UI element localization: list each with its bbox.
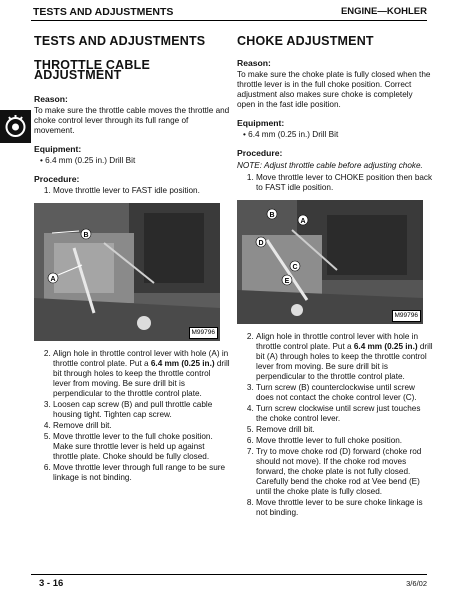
step-text: Move throttle lever through full range to be sure linkage is not binding. [53, 463, 226, 482]
procedure-note: NOTE: Adjust throttle cable before adjusting choke. [237, 161, 423, 170]
step-text: Remove drill bit. [53, 421, 112, 430]
equipment-label: Equipment: [34, 144, 82, 154]
procedure-step [53, 421, 230, 431]
reason-text: To make sure the throttle cable moves the throttle and choke control lever through its full range of movement. [34, 106, 230, 135]
step-text: Move throttle lever to be sure choke linkage is not binding. [256, 498, 423, 517]
step-text: drill bit through holes to keep the throttle control lever from moving. Be sure drill bit is perpendicular to the throttle control plate. [53, 359, 230, 398]
procedure-step: 1. Move throttle lever to FAST idle position. [53, 186, 230, 196]
procedure-step [256, 404, 433, 424]
equipment-item: • 6.4 mm (0.25 in.) Drill Bit [40, 156, 136, 165]
choke-adjustment-heading: CHOKE ADJUSTMENT [237, 34, 374, 48]
figure-code: M99796 [392, 310, 422, 322]
choke-photo [237, 200, 423, 324]
revision-date: 3/6/02 [406, 579, 427, 588]
page-header [31, 6, 427, 21]
step-measurement: 6.4 mm (0.25 in.) [150, 359, 215, 368]
procedure-step [53, 400, 230, 420]
left-column [34, 36, 230, 484]
step-measurement: 6.4 mm (0.25 in.) [353, 342, 418, 351]
page-number: 3 - 16 [39, 578, 64, 589]
reason-label: Reason: [34, 94, 68, 104]
procedure-step [256, 436, 433, 446]
throttle-photo [34, 203, 220, 341]
procedure-step [53, 349, 230, 399]
step-text: Align hole in throttle control lever with hole in throttle control plate. Put a [256, 332, 419, 351]
procedure-step1-list [34, 186, 230, 196]
reason-text: To make sure the choke plate is fully closed when the throttle lever is in the full choke position. Correct adjustment also makes sure choke is completely open in the fast idle position. [237, 70, 431, 109]
callout-e: E [284, 278, 290, 285]
procedure-label: Procedure: [237, 148, 283, 158]
procedure-step: 1. Move throttle lever to CHOKE position then back to FAST idle position. [256, 173, 433, 193]
step-text: Remove drill bit. [256, 425, 315, 434]
callout-c: C [292, 264, 298, 271]
procedure-step [53, 463, 230, 483]
procedure-step [256, 383, 433, 403]
right-column [237, 36, 433, 519]
step-text: Move throttle lever to the full choke position. Make sure throttle lever is held up against throttle plate. Choke should be fully closed. [53, 432, 213, 461]
callout-a: A [50, 276, 56, 283]
step-text: Align hole in throttle control lever with hole (A) in throttle control plate. Put a [53, 349, 229, 368]
equipment-item: • 6.4 mm (0.25 in.) Drill Bit [243, 130, 339, 139]
step-text: Move throttle lever to full choke position. [256, 436, 403, 445]
header-section-title: TESTS AND ADJUSTMENTS [33, 6, 174, 18]
procedure-step [256, 498, 433, 518]
callout-d: D [258, 240, 264, 247]
procedure-step [256, 425, 433, 435]
callout-b: B [83, 232, 89, 239]
reason-label: Reason: [237, 58, 271, 68]
engine-illustration [34, 203, 220, 341]
step-text: drill bit (A) through holes to keep the throttle control lever from moving. Be sure drill bit is perpendicular to the throttle control plate. [256, 342, 433, 381]
section-tab [0, 110, 31, 143]
throttle-cable-heading: THROTTLE CABLE ADJUSTMENT [34, 58, 150, 82]
procedure-steps-list [34, 349, 230, 483]
procedure-label: Procedure: [34, 174, 80, 184]
step-text: Turn screw clockwise until screw just touches the choke control lever. [256, 404, 421, 423]
procedure-step [256, 447, 433, 497]
callout-a: A [300, 218, 306, 225]
procedure-step [256, 332, 433, 382]
page-footer [31, 574, 427, 589]
header-engine-label: ENGINE—KOHLER [340, 6, 427, 17]
procedure-step [53, 432, 230, 462]
step-text: Try to move choke rod (D) forward (choke rod should not move). If the choke rod moves forward, the choke plate is not fully closed. Carefully bend the choke rod at Vee bend (E) until the choke plate is fully closed. [256, 447, 422, 496]
step-text: Turn screw (B) counterclockwise until screw does not contact the choke control lever (C). [256, 383, 417, 402]
engine-illustration [237, 200, 423, 324]
callout-b: B [269, 212, 275, 219]
left-title: TESTS AND ADJUSTMENTS [34, 34, 206, 48]
procedure-steps-list [237, 332, 433, 518]
engine-section-icon [3, 114, 28, 139]
step-text: Loosen cap screw (B) and pull throttle cable housing tight. Tighten cap screw. [53, 400, 213, 419]
figure-code: M99796 [189, 327, 219, 339]
equipment-label: Equipment: [237, 118, 285, 128]
procedure-step1-list [237, 173, 433, 193]
